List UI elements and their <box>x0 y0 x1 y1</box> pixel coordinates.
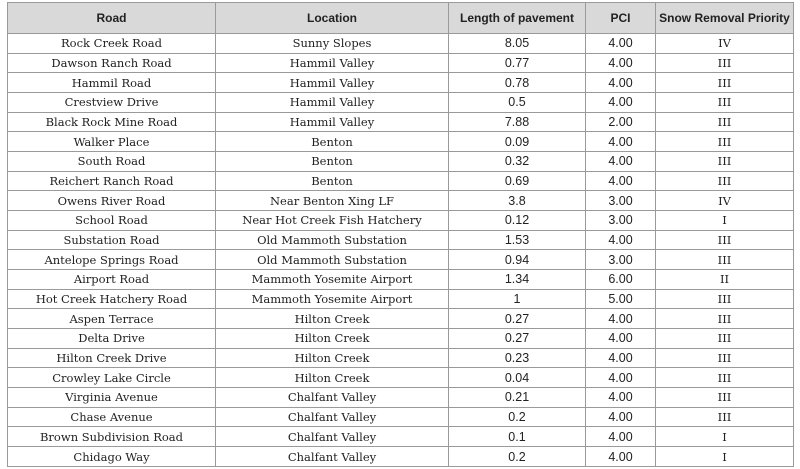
cell-pci: 6.00 <box>586 270 656 290</box>
header-road: Road <box>8 3 216 34</box>
cell-road: School Road <box>8 211 216 231</box>
table-row <box>8 132 794 152</box>
cell-length: 0.23 <box>449 348 586 368</box>
cell-priority: IV <box>656 191 794 211</box>
cell-location: Hilton Creek <box>216 348 449 368</box>
cell-length: 7.88 <box>449 112 586 132</box>
table-row <box>8 368 794 388</box>
cell-priority: III <box>656 230 794 250</box>
cell-pci: 4.00 <box>586 93 656 113</box>
cell-pci: 4.00 <box>586 309 656 329</box>
cell-location: Chalfant Valley <box>216 388 449 408</box>
cell-priority: IV <box>656 34 794 54</box>
cell-length: 0.09 <box>449 132 586 152</box>
cell-priority: I <box>656 211 794 231</box>
cell-location: Benton <box>216 152 449 172</box>
cell-location: Old Mammoth Substation <box>216 250 449 270</box>
cell-length: 1.34 <box>449 270 586 290</box>
table-row <box>8 270 794 290</box>
cell-priority: III <box>656 73 794 93</box>
table-row <box>8 211 794 231</box>
cell-length: 0.2 <box>449 447 586 467</box>
cell-road: Crestview Drive <box>8 93 216 113</box>
cell-length: 0.12 <box>449 211 586 231</box>
cell-pci: 4.00 <box>586 368 656 388</box>
table-row <box>8 388 794 408</box>
cell-road: Virginia Avenue <box>8 388 216 408</box>
cell-length: 0.04 <box>449 368 586 388</box>
cell-pci: 3.00 <box>586 191 656 211</box>
cell-length: 0.69 <box>449 171 586 191</box>
cell-priority: I <box>656 427 794 447</box>
cell-pci: 4.00 <box>586 152 656 172</box>
cell-road: Aspen Terrace <box>8 309 216 329</box>
cell-road: South Road <box>8 152 216 172</box>
table-row <box>8 112 794 132</box>
cell-road: Hammil Road <box>8 73 216 93</box>
cell-priority: III <box>656 388 794 408</box>
cell-length: 0.94 <box>449 250 586 270</box>
cell-location: Hammil Valley <box>216 93 449 113</box>
cell-length: 1.53 <box>449 230 586 250</box>
cell-length: 0.2 <box>449 407 586 427</box>
cell-road: Chase Avenue <box>8 407 216 427</box>
table-row <box>8 53 794 73</box>
cell-road: Substation Road <box>8 230 216 250</box>
cell-length: 8.05 <box>449 34 586 54</box>
table-row <box>8 289 794 309</box>
cell-priority: II <box>656 270 794 290</box>
table-header <box>8 3 794 34</box>
cell-priority: III <box>656 53 794 73</box>
table-row <box>8 73 794 93</box>
cell-location: Hilton Creek <box>216 329 449 349</box>
header-location: Location <box>216 3 449 34</box>
cell-location: Hilton Creek <box>216 368 449 388</box>
cell-location: Hammil Valley <box>216 73 449 93</box>
cell-pci: 3.00 <box>586 250 656 270</box>
table-row <box>8 329 794 349</box>
cell-road: Dawson Ranch Road <box>8 53 216 73</box>
cell-length: 0.77 <box>449 53 586 73</box>
table-body <box>8 34 794 467</box>
cell-pci: 5.00 <box>586 289 656 309</box>
cell-road: Owens River Road <box>8 191 216 211</box>
cell-priority: I <box>656 447 794 467</box>
header-priority: Snow Removal Priority <box>656 3 794 34</box>
table-row <box>8 93 794 113</box>
table-row <box>8 250 794 270</box>
table-row <box>8 152 794 172</box>
cell-pci: 3.00 <box>586 211 656 231</box>
cell-location: Chalfant Valley <box>216 407 449 427</box>
cell-location: Benton <box>216 132 449 152</box>
header-pci: PCI <box>586 3 656 34</box>
cell-road: Airport Road <box>8 270 216 290</box>
table-row <box>8 348 794 368</box>
cell-pci: 4.00 <box>586 427 656 447</box>
cell-priority: III <box>656 152 794 172</box>
cell-pci: 4.00 <box>586 34 656 54</box>
header-length: Length of pavement <box>449 3 586 34</box>
cell-pci: 4.00 <box>586 132 656 152</box>
cell-location: Old Mammoth Substation <box>216 230 449 250</box>
cell-road: Hot Creek Hatchery Road <box>8 289 216 309</box>
table-row <box>8 191 794 211</box>
cell-priority: III <box>656 289 794 309</box>
table-row <box>8 407 794 427</box>
cell-length: 1 <box>449 289 586 309</box>
cell-priority: III <box>656 93 794 113</box>
table-row <box>8 34 794 54</box>
cell-location: Hilton Creek <box>216 309 449 329</box>
cell-road: Chidago Way <box>8 447 216 467</box>
cell-priority: III <box>656 348 794 368</box>
cell-location: Benton <box>216 171 449 191</box>
cell-pci: 4.00 <box>586 388 656 408</box>
cell-road: Walker Place <box>8 132 216 152</box>
cell-road: Rock Creek Road <box>8 34 216 54</box>
cell-pci: 4.00 <box>586 407 656 427</box>
table-row <box>8 309 794 329</box>
cell-length: 0.21 <box>449 388 586 408</box>
table-row <box>8 427 794 447</box>
cell-length: 0.1 <box>449 427 586 447</box>
cell-length: 0.78 <box>449 73 586 93</box>
cell-priority: III <box>656 171 794 191</box>
cell-road: Antelope Springs Road <box>8 250 216 270</box>
cell-priority: III <box>656 309 794 329</box>
cell-pci: 4.00 <box>586 348 656 368</box>
cell-road: Crowley Lake Circle <box>8 368 216 388</box>
cell-road: Hilton Creek Drive <box>8 348 216 368</box>
cell-pci: 4.00 <box>586 171 656 191</box>
cell-priority: III <box>656 112 794 132</box>
cell-location: Mammoth Yosemite Airport <box>216 289 449 309</box>
table-row <box>8 447 794 467</box>
header-row <box>8 3 794 34</box>
road-table <box>7 2 794 467</box>
cell-location: Sunny Slopes <box>216 34 449 54</box>
cell-location: Chalfant Valley <box>216 447 449 467</box>
cell-location: Hammil Valley <box>216 53 449 73</box>
cell-length: 3.8 <box>449 191 586 211</box>
cell-location: Hammil Valley <box>216 112 449 132</box>
cell-road: Brown Subdivision Road <box>8 427 216 447</box>
cell-length: 0.32 <box>449 152 586 172</box>
cell-priority: III <box>656 368 794 388</box>
cell-pci: 4.00 <box>586 230 656 250</box>
cell-pci: 4.00 <box>586 447 656 467</box>
cell-priority: III <box>656 250 794 270</box>
cell-priority: III <box>656 329 794 349</box>
cell-location: Near Hot Creek Fish Hatchery <box>216 211 449 231</box>
cell-pci: 2.00 <box>586 112 656 132</box>
cell-priority: III <box>656 132 794 152</box>
cell-length: 0.27 <box>449 329 586 349</box>
cell-location: Chalfant Valley <box>216 427 449 447</box>
cell-pci: 4.00 <box>586 329 656 349</box>
cell-length: 0.27 <box>449 309 586 329</box>
cell-road: Delta Drive <box>8 329 216 349</box>
cell-location: Mammoth Yosemite Airport <box>216 270 449 290</box>
cell-priority: III <box>656 407 794 427</box>
table-row <box>8 230 794 250</box>
cell-road: Reichert Ranch Road <box>8 171 216 191</box>
cell-pci: 4.00 <box>586 53 656 73</box>
cell-road: Black Rock Mine Road <box>8 112 216 132</box>
cell-length: 0.5 <box>449 93 586 113</box>
table-row <box>8 171 794 191</box>
cell-pci: 4.00 <box>586 73 656 93</box>
cell-location: Near Benton Xing LF <box>216 191 449 211</box>
